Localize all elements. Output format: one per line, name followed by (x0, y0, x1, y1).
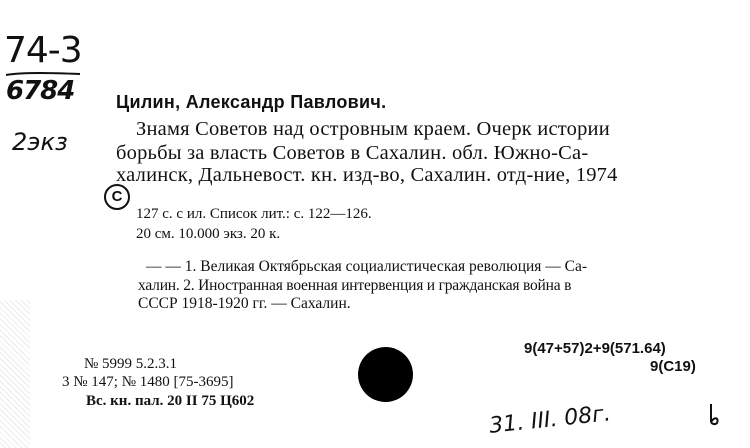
handwritten-date: 31. III. 08г. (488, 401, 612, 439)
title-line-3: халинск, Дальневост. кн. изд-во, Сахалин. отд-ние, 1974 (116, 164, 618, 186)
copyright-icon: C (104, 184, 130, 210)
classification-code-1: 9(47+57)2+9(571.64) (524, 340, 666, 357)
classification-code-2: 9(C19) (650, 358, 696, 375)
handwritten-mark (707, 402, 721, 426)
physical-description-line-2: 20 см. 10.000 экз. 20 к. (136, 226, 281, 242)
catalog-number-line-1: № 5999 5.2.3.1 (84, 356, 178, 372)
subject-line-1: — — 1. Великая Октябрьская социалистическая революция — Са- (146, 258, 588, 275)
catalog-number-line-3: Вс. кн. пал. 20 II 75 Ц602 (86, 393, 255, 409)
title-line-2: борьбы за власть Советов в Сахалин. обл. Южно-Са- (116, 142, 589, 164)
subject-line-3: СССР 1918-1920 гг. — Сахалин. (138, 295, 351, 312)
handwritten-inventory-number: 6784 (6, 76, 75, 106)
physical-description-line-1: 127 с. с ил. Список лит.: с. 122—126. (136, 206, 372, 222)
subject-line-2: халин. 2. Иностранная военная интервенция и гражданская война в (138, 277, 572, 294)
title-line-1: Знамя Советов над островным краем. Очерк истории (136, 118, 610, 140)
ink-blot (358, 347, 413, 402)
catalog-number-line-2: 3 № 147; № 1480 [75-3695] (62, 374, 234, 390)
handwritten-shelf-number: 74-3 (4, 30, 82, 71)
author-heading: Цилин, Александр Павлович. (116, 92, 387, 112)
paper-speckle (0, 300, 30, 448)
handwritten-copies-note: 2экз (12, 128, 68, 156)
